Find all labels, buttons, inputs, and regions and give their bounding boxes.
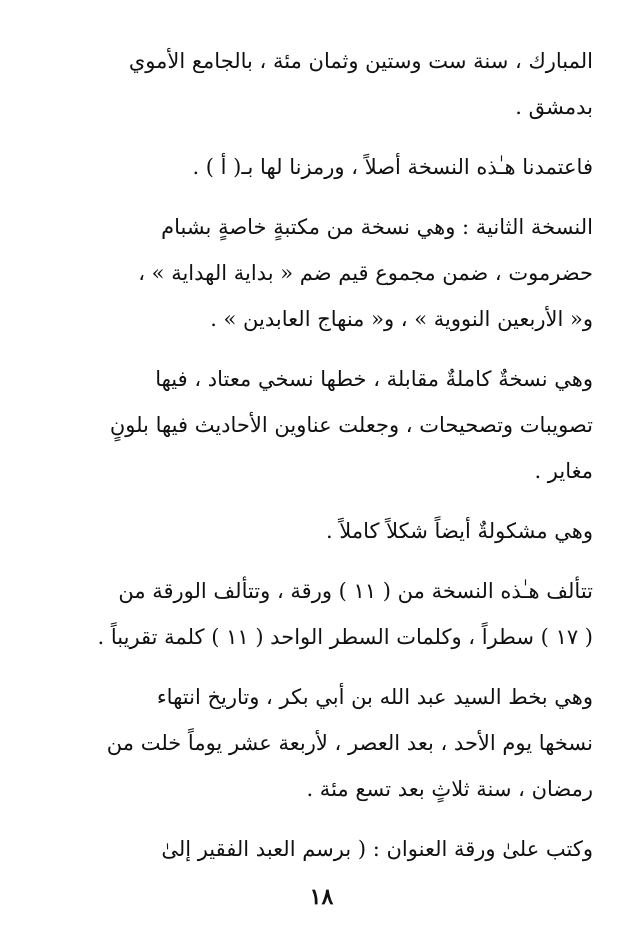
text-line: و« الأربعين النووية » ، و« منهاج العابدين » . xyxy=(210,307,593,331)
paragraph-scribe xyxy=(55,674,593,812)
text-line: وكتب علىٰ ورقة العنوان : ( برسم العبد الفقير إلىٰ xyxy=(161,837,593,861)
text-line: تتألف هـٰذه النسخة من ( ١١ ) ورقة ، وتتألف الورقة من xyxy=(118,579,593,603)
text-line: ( ١٧ ) سطراً ، وكلمات السطر الواحد ( ١١ ) كلمة تقريباً . xyxy=(97,625,593,649)
text-line: نسخها يوم الأحد ، بعد العصر ، لأربعة عشر يوماً خلت من xyxy=(106,731,593,755)
paragraph-copy-description xyxy=(55,356,593,494)
paragraph-manuscript-date xyxy=(55,38,593,130)
text-line: فاعتمدنا هـٰذه النسخة أصلاً ، ورمزنا لها بـ( أ ) . xyxy=(192,155,593,179)
text-line: بدمشق . xyxy=(515,95,593,119)
text-line: تصويبات وتصحيحات ، وجعلت عناوين الأحاديث فيها بلونٍ xyxy=(109,413,593,437)
paragraph-second-copy xyxy=(55,204,593,342)
body-text xyxy=(55,38,593,872)
text-line: وهي مشكولةٌ أيضاً شكلاً كاملاً . xyxy=(325,519,593,543)
text-line: رمضان ، سنة ثلاثٍ بعد تسع مئة . xyxy=(306,777,593,801)
paragraph-title-page xyxy=(55,826,593,872)
text-line: حضرموت ، ضمن مجموع قيم ضم « بداية الهداية » ، xyxy=(138,261,593,285)
paragraph-base-copy xyxy=(55,144,593,190)
text-line: النسخة الثانية : وهي نسخة من مكتبةٍ خاصةٍ بشبام xyxy=(161,215,593,239)
text-line: مغاير . xyxy=(534,459,593,483)
paragraph-page-count xyxy=(55,568,593,660)
page-number: ١٨ xyxy=(309,884,334,910)
paragraph-vocalization xyxy=(55,508,593,554)
text-line: وهي بخط السيد عبد الله بن أبي بكر ، وتاريخ انتهاء xyxy=(156,685,593,709)
text-line: المبارك ، سنة ست وستين وثمان مئة ، بالجامع الأموي xyxy=(128,49,593,73)
text-line: وهي نسخةٌ كاملةٌ مقابلة ، خطها نسخي معتاد ، فيها xyxy=(155,367,593,391)
